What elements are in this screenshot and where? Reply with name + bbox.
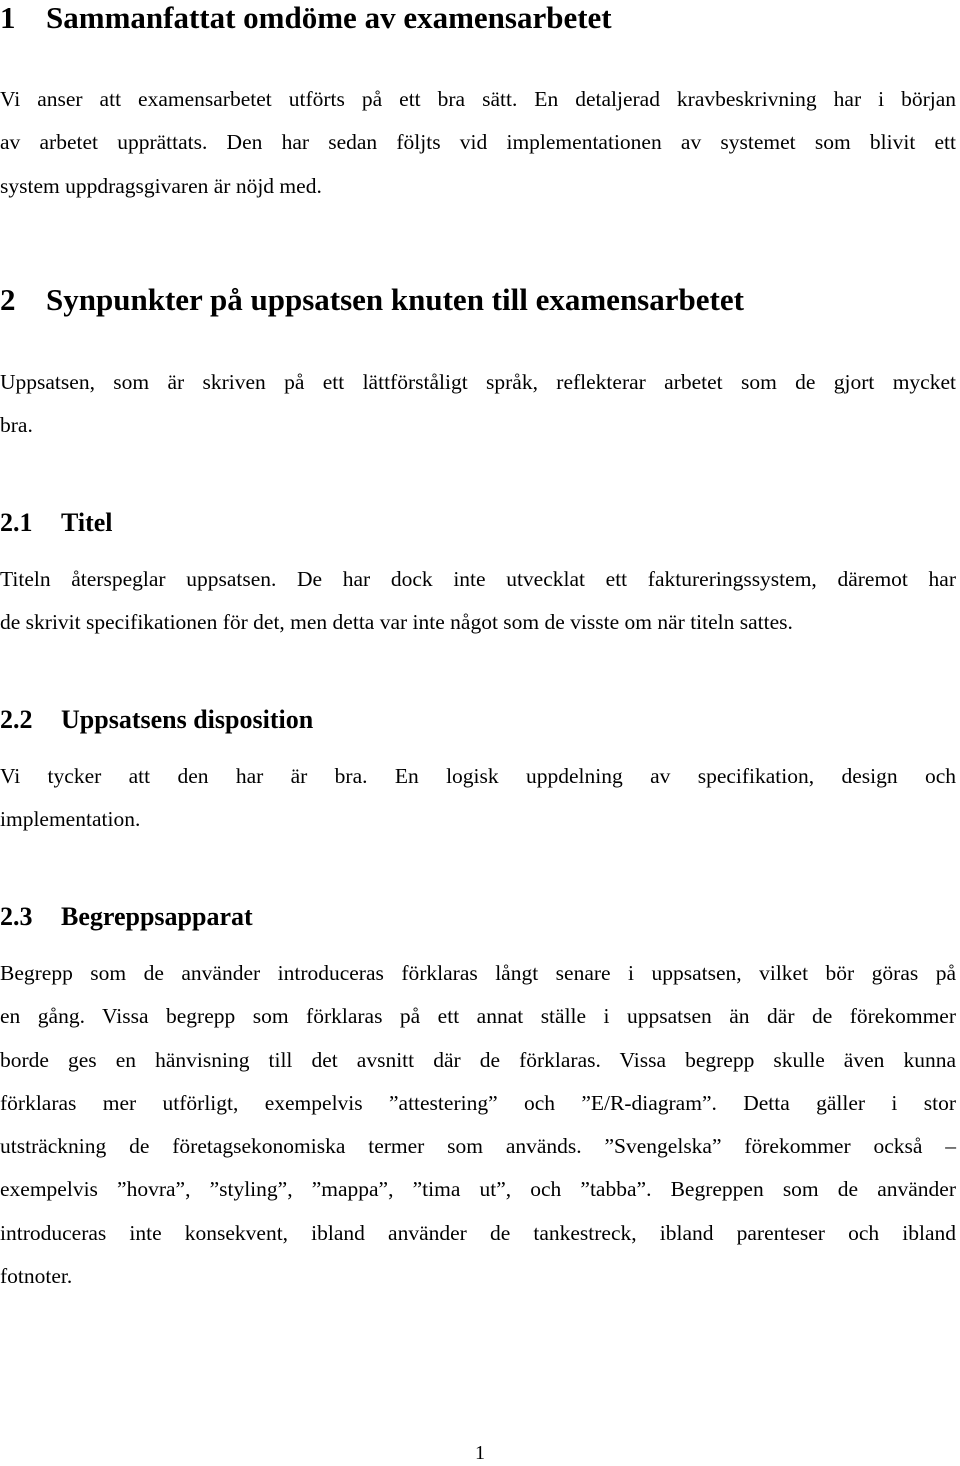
section-heading-2-1 (0, 508, 113, 538)
text-line: Uppsatsen, som är skriven på ett lättförståligt språk, reflekterar arbetet som de gjort mycket (0, 370, 956, 394)
section-2-paragraph (0, 361, 956, 448)
section-title: Begreppsapparat (61, 902, 253, 931)
text-line: fotnoter. (0, 1264, 73, 1289)
text-line: implementation. (0, 807, 141, 832)
text-line: introduceras inte konsekvent, ibland använder de tankestreck, ibland parenteser och ibland (0, 1220, 956, 1245)
section-title: Synpunkter på uppsatsen knuten till examensarbetet (46, 282, 744, 317)
section-number: 1 (0, 0, 16, 35)
section-heading-1 (0, 0, 612, 36)
text-line: borde ges en hänvisning till det avsnitt där de förklaras. Vissa begrepp skulle även kunna (0, 1047, 956, 1072)
text-line: en gång. Vissa begrepp som förklaras på ett annat ställe i uppsatsen än där de förekommer (0, 1004, 956, 1029)
section-number: 2.3 (0, 902, 33, 931)
section-title: Sammanfattat omdöme av examensarbetet (46, 0, 612, 35)
text-line: de skrivit specifikationen för det, men detta var inte något som de visste om när titeln sattes. (0, 610, 793, 635)
section-heading-2 (0, 282, 744, 318)
page-number: 1 (475, 1442, 485, 1464)
text-line: Begrepp som de använder introduceras förklaras långt senare i uppsatsen, vilket bör göras på (0, 961, 956, 985)
text-line: av arbetet upprättats. Den har sedan följts vid implementationen av systemet som blivit ett (0, 130, 956, 155)
section-heading-2-2 (0, 705, 313, 735)
text-line: Vi tycker att den har är bra. En logisk uppdelning av specifikation, design och (0, 764, 956, 788)
section-number: 2.1 (0, 508, 33, 537)
text-line: förklaras mer utförligt, exempelvis ”attestering” och ”E/R-diagram”. Detta gäller i stor (0, 1090, 956, 1115)
text-line: bra. (0, 413, 33, 438)
section-2-1-paragraph (0, 558, 956, 645)
text-line: Titeln återspeglar uppsatsen. De har dock inte utvecklat ett faktureringssystem, däremot har (0, 567, 956, 591)
text-line: Vi anser att examensarbetet utförts på ett bra sätt. En detaljerad kravbeskrivning har i början (0, 87, 956, 111)
section-title: Titel (61, 508, 113, 537)
text-line: utsträckning de företagsekonomiska termer som används. ”Svengelska” förekommer också – (0, 1134, 956, 1159)
section-number: 2 (0, 282, 16, 317)
section-2-2-paragraph (0, 755, 956, 842)
text-line: exempelvis ”hovra”, ”styling”, ”mappa”, ”tima ut”, och ”tabba”. Begreppen som de använder (0, 1177, 956, 1202)
section-title: Uppsatsens disposition (61, 705, 314, 734)
section-heading-2-3 (0, 902, 253, 932)
section-number: 2.2 (0, 705, 33, 734)
section-2-3-paragraph (0, 952, 956, 1298)
text-line: system uppdragsgivaren är nöjd med. (0, 173, 322, 198)
section-1-paragraph (0, 78, 956, 208)
